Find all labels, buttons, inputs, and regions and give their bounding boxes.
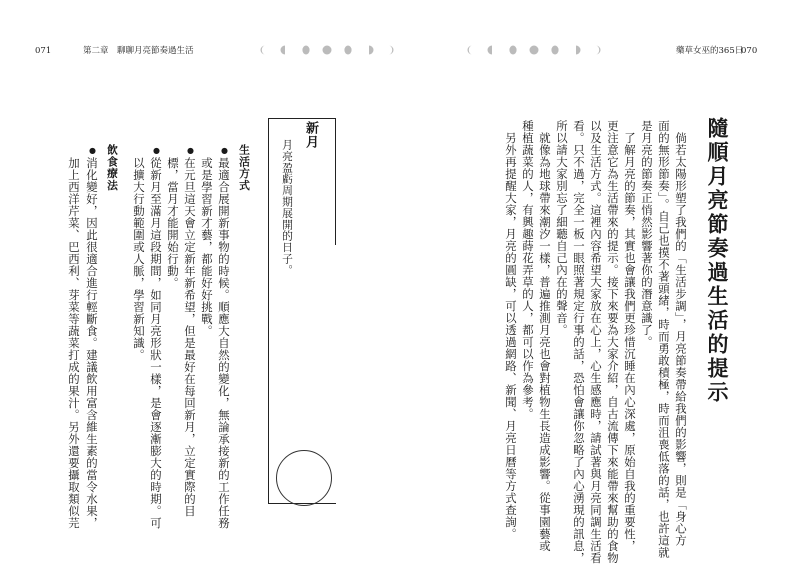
body-paragraph-line: 更注意它為生活帶來的提示。接下來要為大家介紹，自古流傳下來能帶來幫助的食物 — [606, 120, 620, 564]
body-paragraph-line: 倘若太陽形塑了我們的「生活步調」，月亮節奏帶給我們的影響，則是「身心方 — [674, 120, 688, 547]
body-paragraph-line: 以及生活方式。這裡內容希望大家放在心上，心生感應時，請試著與月亮同調生活看 — [589, 120, 603, 564]
moon-phase-icon — [301, 45, 311, 55]
bullet-icon: ● — [186, 146, 195, 155]
body-paragraph-line: 另外再提醒大家，月亮的圓缺，可以透過網路、新聞、月亮日曆等方式查詢。 — [504, 120, 518, 540]
body-paragraph-line: 看。只不過，完全一板一眼照著規定行事的話，恐怕會讓你忽略了內心湧現的訊息， — [572, 120, 586, 564]
moon-phase-icon — [571, 45, 581, 55]
list-item-line: 從新月至滿月這段期間，如同月亮形狀一樣，是會逐漸膨大的時期。可 — [149, 157, 163, 529]
page-number-left: 071 — [35, 46, 52, 56]
moon-phase-icon — [280, 45, 290, 55]
moon-phase-icon — [259, 45, 269, 55]
moon-phase-icon — [385, 45, 395, 55]
lifestyle-heading: 生活方式 — [238, 144, 251, 192]
list-item-line: 最適合展開新事物的時候。順應大自然的變化，無論承接新的工作任務 — [217, 157, 231, 529]
moon-phase-icon — [592, 45, 602, 55]
bullet-icon: ● — [152, 146, 161, 155]
moon-phase-icon — [322, 45, 332, 55]
book-title-header: 藥草女巫的365日 — [676, 46, 744, 56]
section-divider-left — [268, 118, 269, 504]
moon-phase-icon — [487, 45, 497, 55]
list-item-line: 以擴大行動範圍或人脈，學習新知識。 — [132, 157, 146, 361]
list-item-line: 或是學習新才藝，都能好好挑戰。 — [200, 157, 214, 337]
section-subtitle: 月亮盈虧周期展開的日子。 — [281, 139, 294, 276]
list-item-line: 在元旦這天會立定新年新希望，但是最好在每回新月，立定實際的目 — [183, 157, 197, 517]
bullet-icon: ● — [220, 146, 229, 155]
moon-phase-icon — [529, 45, 539, 55]
moon-phase-icon — [466, 45, 476, 55]
chapter-header: 第二章 聊聊月亮節奏過生活 — [83, 46, 194, 56]
body-paragraph-line: 種植蔬菜的人，有興趣蒔花弄草的人，都可以作為參考。 — [521, 120, 535, 420]
moon-phase-icon — [550, 45, 560, 55]
body-paragraph-line: 面的無形節奏」。自己也摸不著頭緒，時而勇敢積極，時而沮喪低落的話，也許這就 — [657, 120, 671, 559]
list-item-line: 標，當月才能開始行動。 — [166, 157, 180, 289]
body-paragraph-line: 就像為地球帶來潮汐一樣，普遍推測月亮也會對植物生長造成影響。從事園藝或 — [538, 120, 552, 552]
moon-phase-icon — [343, 45, 353, 55]
list-item-line: 消化變好，因此很適合進行輕斷食。建議飲用富含維生素的當令水果， — [85, 157, 99, 529]
moon-phase-icon — [508, 45, 518, 55]
page-number-right: 070 — [741, 46, 758, 56]
diet-heading: 飲食療法 — [106, 144, 119, 192]
body-paragraph-line: 了解月亮的節奏，其實也會讓我們更珍惜沉睡在內心深處，原始自我的重要性， — [623, 120, 637, 552]
moon-phase-icon — [364, 45, 374, 55]
body-paragraph-line: 所以請大家別忘了細聽自己內在的聲音。 — [555, 120, 569, 336]
list-item-line: 加上西洋芹菜、巴西利、芽菜等蔬菜打成的果汁。另外還要攝取類似芫 — [67, 157, 81, 529]
body-paragraph-line: 是月亮的節奏正悄然影響著你的潛意識了。 — [640, 120, 654, 348]
section-divider-top — [268, 118, 336, 119]
moon-circle-icon — [276, 450, 332, 506]
section-title: 新月 — [303, 121, 318, 149]
section-divider-vertical — [335, 118, 336, 245]
bullet-icon: ● — [88, 146, 97, 155]
page-title: 隨順月亮節奏過生活的提示 — [705, 117, 730, 405]
